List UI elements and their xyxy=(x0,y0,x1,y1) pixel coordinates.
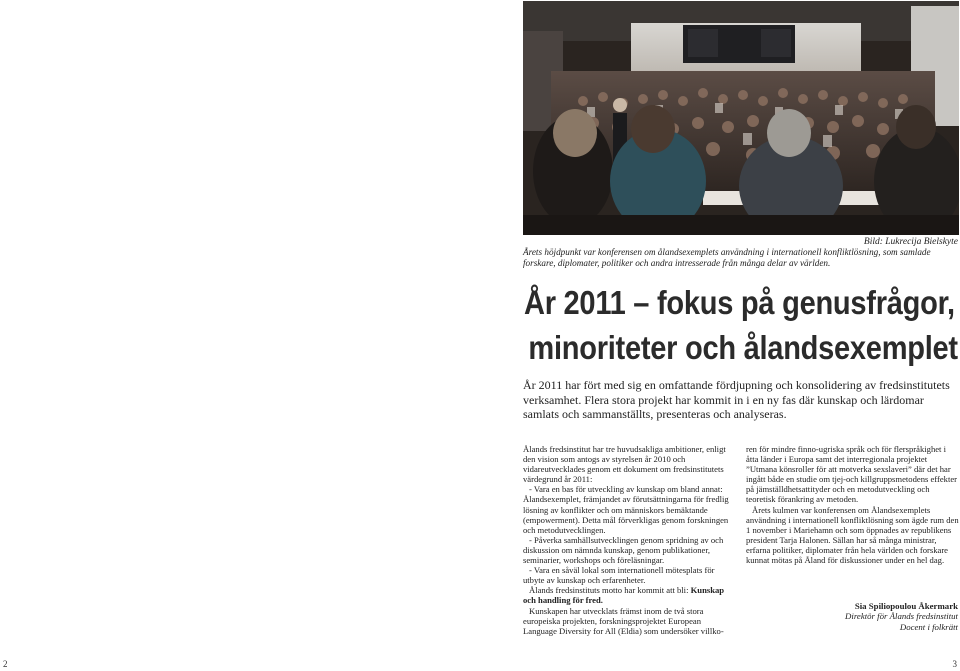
body-column-2 xyxy=(746,444,959,565)
body-paragraph: Årets kulmen var konferensen om Ålandsexemplets användning i internationell konfliktlösning som ägde rum den 1 november i Mariehamn och som öppnades av republikens president Tarja Halonen. Sällan har så många ministrar, erfarna politiker, diplomater från hela världen och forskare kunnat mötas på Åland för diskussioner under en hel dag. xyxy=(746,504,959,566)
title-line-1: År 2011 – fokus på genusfrågor, xyxy=(524,284,955,321)
signature-name: Sia Spiliopoulou Åkermark xyxy=(854,601,958,611)
conference-photo xyxy=(523,1,959,235)
title-line-2: minoriteter och ålandsexemplet xyxy=(528,329,958,366)
body-paragraph: - Vara en bas för utveckling av kunskap om bland annat: Ålandsexemplet, främjandet av förutsättningarna för fredlig lösning av konflikter och om människors bemäktande (empowerment). Detta mål förverkligas genom forskningen och metodutvecklingen. xyxy=(523,484,729,535)
body-paragraph: - Påverka samhällsutvecklingen genom spridning av och diskussion om nämnda kunskap, genom publikationer, seminarier, workshops och föreläsningar. xyxy=(523,534,724,566)
body-paragraph-motto xyxy=(523,585,736,605)
page-number-right: 3 xyxy=(952,659,957,669)
motto-intro: Ålands fredsinstituts motto har kommit att bli: xyxy=(529,585,691,596)
motto-text: Kunskap och handling för fred. xyxy=(523,585,725,606)
body-paragraph: Kunskapen har utvecklats främst inom de två stora europeiska projekten, forskningsprojektet European Language Diversity for All (Eldia) som undersöker villko- xyxy=(523,605,724,636)
signature-title: Docent i folkrätt xyxy=(899,621,958,632)
page-title xyxy=(524,280,958,370)
body-column-1 xyxy=(523,444,736,636)
lead-paragraph xyxy=(523,378,955,422)
signature xyxy=(845,601,958,632)
page-number-left: 2 xyxy=(3,659,8,669)
body-paragraph: - Vara en såväl lokal som internationell mötesplats för utbyte av kunskap och erfarenheter. xyxy=(523,565,715,586)
conference-photo-image xyxy=(523,1,959,235)
body-paragraph: Ålands fredsinstitut har tre huvudsakliga ambitioner, enligt den vision som antogs av styrelsen år 2010 och vidareutvecklades genom ett dokument om fredsinstitutets värdegrund år 2011: xyxy=(523,444,726,485)
body-paragraph: ren för mindre finno-ugriska språk och för flerspråkighet i åtta länder i Europa samt det interregionala projektet ”Utmana könsroller för att motverka sexslaveri” där det har ingått både en studie om tjej-och killgruppsmetodens effekter på jämställdhetsattityder och en metodutveckling och teoretisk förankring av metoden. xyxy=(746,444,958,505)
photo-credit: Bild: Lukrecija Bielskyte xyxy=(863,237,958,247)
signature-role: Direktör för Ålands fredsinstitut xyxy=(845,611,958,622)
lead-text: År 2011 har fört med sig en omfattande fördjupning och konsolidering av fredsinstitutets verksamhet. Flera stora projekt har kommit in i en ny fas där kunskap och lärdomar samlats och sammanställts, presenteras och analyseras. xyxy=(523,378,950,421)
photo-caption: Årets höjdpunkt var konferensen om ålandsexemplets användning i internationell konfliktlösning, som samlade forskare, diplomater, politiker och andra intresserade från många delar av världen. xyxy=(523,247,931,268)
